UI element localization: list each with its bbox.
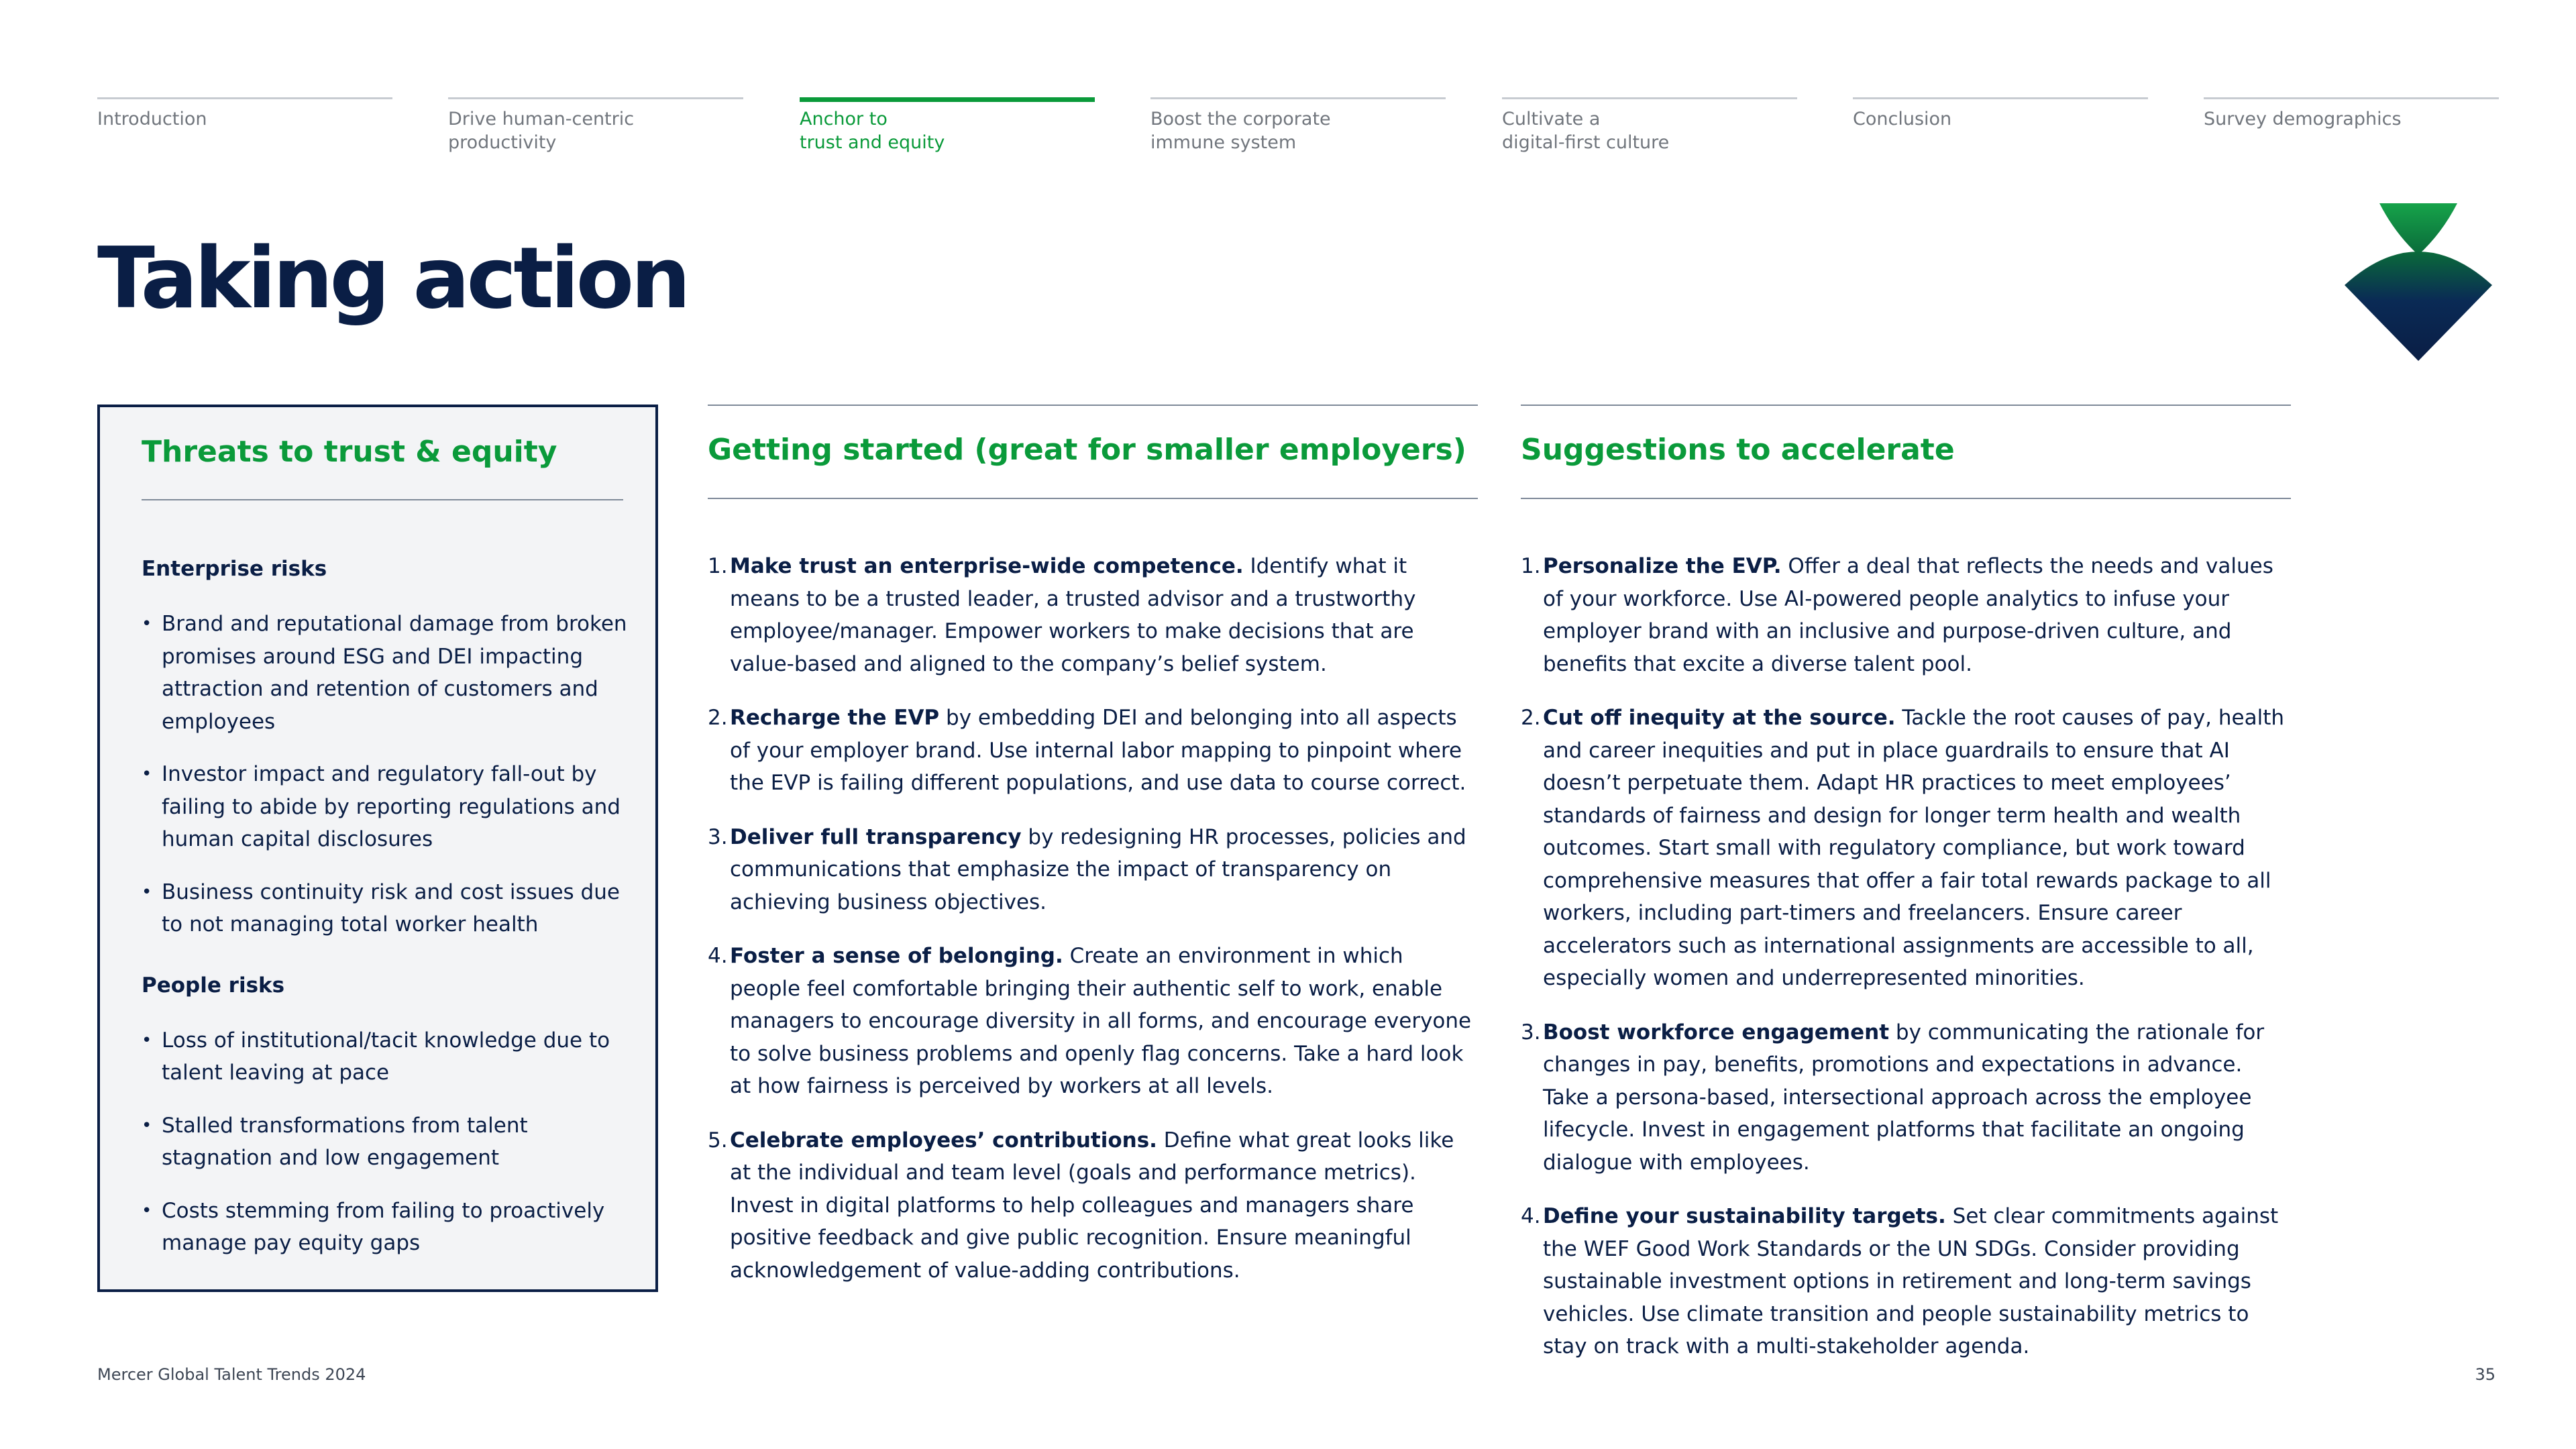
- list-item: 4. Foster a sense of belonging. Create an environment in which people feel comfortable bringing their authentic self to work, enable managers to encourage diversity in all forms, and encourage everyone to solve business problems and openly flag concerns. Take a hard look at how fairness is perceived by workers at all levels.: [708, 944, 1472, 1098]
- page-title: Taking action: [97, 229, 688, 327]
- threats-heading: Threats to trust & equity: [142, 435, 557, 469]
- nav-tab-human-centric-productivity[interactable]: [448, 97, 743, 154]
- people-risks-list: [142, 1024, 628, 1260]
- nav-tab-trust-and-equity[interactable]: [800, 97, 1095, 154]
- list-item: • Costs stemming from failing to proactively manage pay equity gaps: [142, 1195, 628, 1260]
- getting-started-list: [708, 550, 1478, 1308]
- list-item: 4. Define your sustainability targets. Set clear commitments against the WEF Good Work Standards or the UN SDGs. Consider providing sustainable investment options in retirement and long-term savings vehicles. Use climate transition and people sustainability metrics to stay on track with a multi-stakeholder agenda.: [1521, 1204, 2279, 1358]
- nav-tab-label: Drive human-centric productivity: [448, 109, 635, 153]
- list-item: • Business continuity risk and cost issues due to not managing total worker health: [142, 876, 628, 941]
- list-item: 5. Celebrate employees’ contributions. Define what great looks like at the individual and team level (goals and performance metrics). Invest in digital platforms to help colleagues and managers share positive feedback and give public recognition. Ensure meaningful acknowledgement of value-adding contributions.: [708, 1128, 1454, 1283]
- divider: [1521, 498, 2291, 499]
- page-number: 35: [2475, 1365, 2496, 1384]
- accelerate-heading: Suggestions to accelerate: [1521, 433, 1955, 467]
- nav-tab-conclusion[interactable]: [1853, 97, 2148, 131]
- nav-tab-label: Conclusion: [1853, 109, 1952, 129]
- list-item: • Investor impact and regulatory fall-out by failing to abide by reporting regulations and human capital disclosures: [142, 758, 628, 856]
- nav-tab-survey-demographics[interactable]: [2204, 97, 2499, 131]
- mercer-logo-icon: [2341, 201, 2496, 362]
- nav-tab-label: Cultivate a digital-first culture: [1502, 109, 1670, 153]
- threats-panel: [97, 405, 658, 1292]
- list-item: 3. Boost workforce engagement by communicating the rationale for changes in pay, benefits, promotions and expectations in advance. Take a persona-based, intersectional approach across the employee lifecycle. Invest in engagement platforms that facilitate an ongoing dialogue with employees.: [1521, 1020, 2265, 1175]
- section-nav: [97, 97, 2496, 164]
- nav-tab-label: Boost the corporate immune system: [1150, 109, 1331, 153]
- list-item: 3. Deliver full transparency by redesigning HR processes, policies and communications that emphasize the impact of transparency on achieving business objectives.: [708, 824, 1466, 914]
- list-item: • Brand and reputational damage from broken promises around ESG and DEI impacting attraction and retention of customers and employees: [142, 608, 628, 738]
- nav-tab-label: Anchor to trust and equity: [800, 109, 945, 153]
- list-item: • Loss of institutional/tacit knowledge due to talent leaving at pace: [142, 1024, 628, 1089]
- nav-tab-label: Introduction: [97, 109, 207, 129]
- divider: [708, 405, 1478, 406]
- getting-started-heading: Getting started (great for smaller employers): [708, 433, 1466, 467]
- divider: [1521, 405, 2291, 406]
- footer-source: Mercer Global Talent Trends 2024: [97, 1365, 366, 1384]
- divider: [142, 499, 623, 500]
- nav-tab-introduction[interactable]: [97, 97, 392, 131]
- accelerate-list: [1521, 550, 2291, 1385]
- nav-tab-digital-first-culture[interactable]: [1502, 97, 1797, 154]
- nav-tab-label: Survey demographics: [2204, 109, 2402, 129]
- divider: [708, 498, 1478, 499]
- list-item: 1. Personalize the EVP. Offer a deal that reflects the needs and values of your workforce. Use AI-powered people analytics to infuse your employer brand with an inclusive and purpose-driven culture, and benefits that excite a diverse talent pool.: [1521, 554, 2273, 676]
- list-item: 1. Make trust an enterprise-wide competence. Identify what it means to be a trusted leader, a trusted advisor and a trustworthy employee/manager. Empower workers to make decisions that are value-based and aligned to the company’s belief system.: [708, 554, 1416, 676]
- nav-tab-corporate-immune-system[interactable]: [1150, 97, 1446, 154]
- enterprise-risks-title: Enterprise risks: [142, 557, 327, 581]
- people-risks-title: People risks: [142, 973, 285, 998]
- enterprise-risks-list: [142, 608, 628, 941]
- list-item: 2. Recharge the EVP by embedding DEI and belonging into all aspects of your employer brand. Use internal labor mapping to pinpoint where the EVP is failing different populations, and use data to course correct.: [708, 706, 1466, 795]
- list-item: • Stalled transformations from talent stagnation and low engagement: [142, 1110, 628, 1175]
- list-item: 2. Cut off inequity at the source. Tackle the root causes of pay, health and career inequities and put in place guardrails to ensure that AI doesn’t perpetuate them. Adapt HR practices to meet employees’ standards of fairness and design for longer term health and wealth outcomes. Start small with regulatory compliance, but work toward comprehensive measures that offer a fair total rewards package to all workers, including part-timers and freelancers. Ensure career accelerators such as international assignments are accessible to all, especially women and underrepresented minorities.: [1521, 706, 2285, 990]
